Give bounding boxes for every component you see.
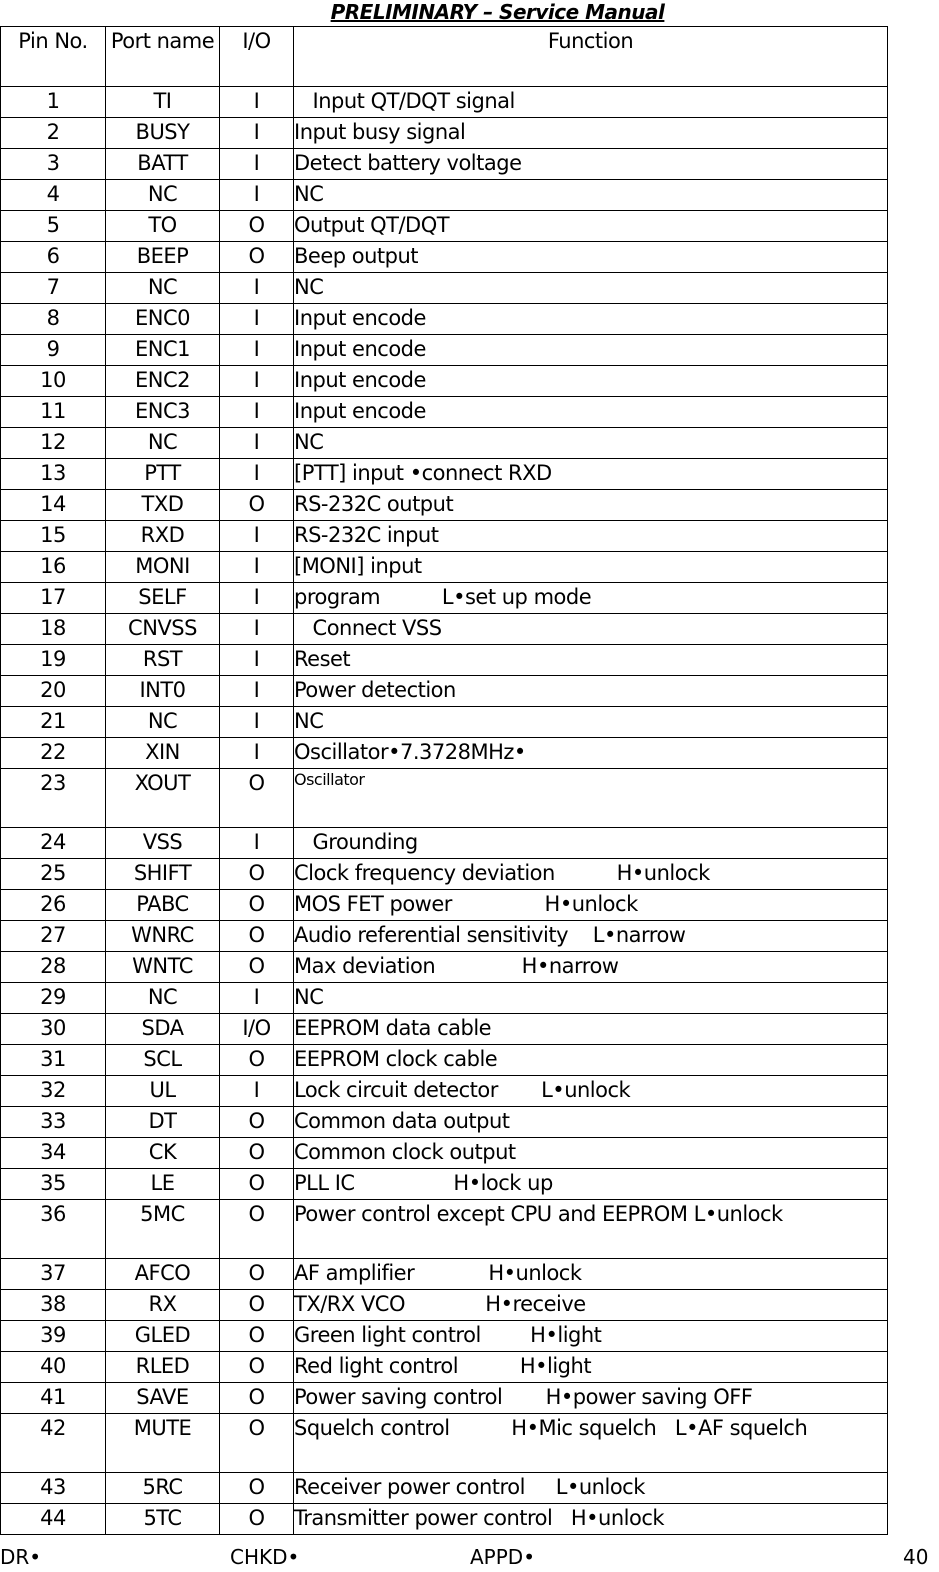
io-cell: O: [220, 1169, 294, 1200]
port-name-cell: RXD: [106, 521, 220, 552]
table-row: [1, 583, 888, 614]
io-cell: I: [220, 304, 294, 335]
port-name-cell: LE: [106, 1169, 220, 1200]
pin-number-cell: 14: [1, 490, 106, 521]
function-cell: Red light control H•light: [294, 1352, 888, 1383]
table-row: [1, 242, 888, 273]
function-cell: [PTT] input •connect RXD: [294, 459, 888, 490]
table-row: [1, 921, 888, 952]
pin-number-cell: 10: [1, 366, 106, 397]
io-cell: O: [220, 1352, 294, 1383]
function-cell: Receiver power control L•unlock: [294, 1473, 888, 1504]
function-cell: MOS FET power H•unlock: [294, 890, 888, 921]
function-cell: AF amplifier H•unlock: [294, 1259, 888, 1290]
function-cell: Reset: [294, 645, 888, 676]
port-name-cell: SELF: [106, 583, 220, 614]
table-row: [1, 1414, 888, 1473]
pin-number-cell: 20: [1, 676, 106, 707]
port-name-cell: ENC3: [106, 397, 220, 428]
io-cell: I: [220, 676, 294, 707]
port-name-cell: MONI: [106, 552, 220, 583]
function-cell: EEPROM data cable: [294, 1014, 888, 1045]
io-cell: O: [220, 890, 294, 921]
table-row: [1, 1045, 888, 1076]
pin-number-cell: 31: [1, 1045, 106, 1076]
pin-number-cell: 13: [1, 459, 106, 490]
table-row: [1, 521, 888, 552]
table-row: [1, 952, 888, 983]
table-row: [1, 1200, 888, 1259]
function-cell: Input encode: [294, 397, 888, 428]
port-name-cell: MUTE: [106, 1414, 220, 1473]
io-cell: I: [220, 614, 294, 645]
function-cell: Grounding: [294, 828, 888, 859]
function-cell: NC: [294, 273, 888, 304]
io-cell: I: [220, 552, 294, 583]
pin-number-cell: 35: [1, 1169, 106, 1200]
port-name-cell: SAVE: [106, 1383, 220, 1414]
port-name-cell: 5RC: [106, 1473, 220, 1504]
port-name-cell: UL: [106, 1076, 220, 1107]
table-row: [1, 1138, 888, 1169]
table-row: [1, 273, 888, 304]
function-cell: Detect battery voltage: [294, 149, 888, 180]
function-cell: RS-232C output: [294, 490, 888, 521]
table-row: [1, 1107, 888, 1138]
table-header-row: [1, 27, 888, 87]
table-row: [1, 645, 888, 676]
io-cell: O: [220, 769, 294, 828]
port-name-cell: ENC1: [106, 335, 220, 366]
io-cell: O: [220, 1473, 294, 1504]
pin-number-cell: 43: [1, 1473, 106, 1504]
port-name-cell: INT0: [106, 676, 220, 707]
function-cell: Clock frequency deviation H•unlock: [294, 859, 888, 890]
io-cell: I: [220, 87, 294, 118]
pin-number-cell: 15: [1, 521, 106, 552]
port-name-cell: TI: [106, 87, 220, 118]
port-name-cell: XOUT: [106, 769, 220, 828]
pin-number-cell: 32: [1, 1076, 106, 1107]
function-cell: Output QT/DQT: [294, 211, 888, 242]
port-name-cell: BATT: [106, 149, 220, 180]
port-name-cell: GLED: [106, 1321, 220, 1352]
pin-table: [0, 26, 888, 1535]
pin-number-cell: 21: [1, 707, 106, 738]
port-name-cell: NC: [106, 273, 220, 304]
pin-number-cell: 22: [1, 738, 106, 769]
io-cell: O: [220, 952, 294, 983]
pin-number-cell: 41: [1, 1383, 106, 1414]
pin-number-cell: 33: [1, 1107, 106, 1138]
port-name-cell: SCL: [106, 1045, 220, 1076]
pin-number-cell: 24: [1, 828, 106, 859]
port-name-cell: CNVSS: [106, 614, 220, 645]
function-cell: Power saving control H•power saving OFF: [294, 1383, 888, 1414]
io-cell: I: [220, 645, 294, 676]
table-row: [1, 366, 888, 397]
io-cell: I: [220, 521, 294, 552]
function-cell: Input busy signal: [294, 118, 888, 149]
function-cell: NC: [294, 428, 888, 459]
table-row: [1, 397, 888, 428]
table-row: [1, 118, 888, 149]
function-cell: Oscillator: [294, 769, 888, 828]
table-row: [1, 304, 888, 335]
function-cell: RS-232C input: [294, 521, 888, 552]
function-cell: Input QT/DQT signal: [294, 87, 888, 118]
io-cell: O: [220, 490, 294, 521]
io-cell: I: [220, 707, 294, 738]
table-row: [1, 983, 888, 1014]
io-cell: O: [220, 1138, 294, 1169]
port-name-cell: NC: [106, 983, 220, 1014]
table-row: [1, 335, 888, 366]
io-cell: I: [220, 428, 294, 459]
pin-number-cell: 30: [1, 1014, 106, 1045]
io-cell: I: [220, 1076, 294, 1107]
port-name-cell: SHIFT: [106, 859, 220, 890]
port-name-cell: RX: [106, 1290, 220, 1321]
header-function: Function: [294, 27, 888, 87]
pin-number-cell: 25: [1, 859, 106, 890]
table-row: [1, 180, 888, 211]
port-name-cell: ENC2: [106, 366, 220, 397]
table-row: [1, 676, 888, 707]
io-cell: I: [220, 273, 294, 304]
pin-number-cell: 27: [1, 921, 106, 952]
port-name-cell: VSS: [106, 828, 220, 859]
pin-number-cell: 18: [1, 614, 106, 645]
table-row: [1, 1014, 888, 1045]
pin-number-cell: 29: [1, 983, 106, 1014]
header-io: I/O: [220, 27, 294, 87]
function-cell: Beep output: [294, 242, 888, 273]
io-cell: O: [220, 1321, 294, 1352]
function-cell: Input encode: [294, 335, 888, 366]
pin-number-cell: 39: [1, 1321, 106, 1352]
io-cell: I: [220, 366, 294, 397]
pin-number-cell: 6: [1, 242, 106, 273]
table-row: [1, 552, 888, 583]
port-name-cell: RST: [106, 645, 220, 676]
pin-number-cell: 16: [1, 552, 106, 583]
port-name-cell: BUSY: [106, 118, 220, 149]
footer-chkd: CHKD•: [230, 1545, 300, 1569]
table-row: [1, 859, 888, 890]
table-row: [1, 828, 888, 859]
io-cell: O: [220, 242, 294, 273]
page-title: PRELIMINARY – Service Manual: [330, 0, 665, 24]
table-row: [1, 459, 888, 490]
port-name-cell: NC: [106, 707, 220, 738]
table-row: [1, 614, 888, 645]
pin-number-cell: 8: [1, 304, 106, 335]
pin-number-cell: 42: [1, 1414, 106, 1473]
port-name-cell: PTT: [106, 459, 220, 490]
function-cell: NC: [294, 707, 888, 738]
function-cell: Input encode: [294, 304, 888, 335]
io-cell: O: [220, 1383, 294, 1414]
header-port-name: Port name: [106, 27, 220, 87]
io-cell: I: [220, 118, 294, 149]
pin-number-cell: 19: [1, 645, 106, 676]
pin-number-cell: 26: [1, 890, 106, 921]
pin-table-body: [1, 87, 888, 1535]
pin-number-cell: 28: [1, 952, 106, 983]
function-cell: program L•set up mode: [294, 583, 888, 614]
pin-number-cell: 12: [1, 428, 106, 459]
pin-number-cell: 38: [1, 1290, 106, 1321]
function-cell: Green light control H•light: [294, 1321, 888, 1352]
table-row: [1, 1076, 888, 1107]
header-pin-no: Pin No.: [1, 27, 106, 87]
table-row: [1, 1473, 888, 1504]
function-cell: Connect VSS: [294, 614, 888, 645]
pin-number-cell: 23: [1, 769, 106, 828]
function-cell: PLL IC H•lock up: [294, 1169, 888, 1200]
io-cell: I: [220, 583, 294, 614]
io-cell: O: [220, 921, 294, 952]
table-row: [1, 1504, 888, 1535]
table-row: [1, 211, 888, 242]
pin-number-cell: 40: [1, 1352, 106, 1383]
pin-number-cell: 37: [1, 1259, 106, 1290]
io-cell: O: [220, 1045, 294, 1076]
io-cell: I: [220, 459, 294, 490]
function-cell: Audio referential sensitivity L•narrow: [294, 921, 888, 952]
table-row: [1, 1352, 888, 1383]
function-cell: Squelch control H•Mic squelch L•AF squelch: [294, 1414, 888, 1473]
port-name-cell: WNTC: [106, 952, 220, 983]
io-cell: O: [220, 1259, 294, 1290]
table-row: [1, 707, 888, 738]
io-cell: I: [220, 738, 294, 769]
port-name-cell: WNRC: [106, 921, 220, 952]
pin-number-cell: 36: [1, 1200, 106, 1259]
pin-number-cell: 4: [1, 180, 106, 211]
port-name-cell: NC: [106, 180, 220, 211]
table-row: [1, 890, 888, 921]
io-cell: I: [220, 180, 294, 211]
io-cell: I: [220, 983, 294, 1014]
table-row: [1, 149, 888, 180]
footer-appd: APPD•: [470, 1545, 535, 1569]
port-name-cell: NC: [106, 428, 220, 459]
function-cell: Transmitter power control H•unlock: [294, 1504, 888, 1535]
pin-number-cell: 44: [1, 1504, 106, 1535]
pin-number-cell: 3: [1, 149, 106, 180]
table-row: [1, 1290, 888, 1321]
function-cell: TX/RX VCO H•receive: [294, 1290, 888, 1321]
port-name-cell: TO: [106, 211, 220, 242]
port-name-cell: DT: [106, 1107, 220, 1138]
io-cell: I/O: [220, 1014, 294, 1045]
port-name-cell: AFCO: [106, 1259, 220, 1290]
port-name-cell: SDA: [106, 1014, 220, 1045]
port-name-cell: 5TC: [106, 1504, 220, 1535]
io-cell: O: [220, 859, 294, 890]
table-row: [1, 769, 888, 828]
footer-dr: DR•: [0, 1545, 42, 1569]
pin-number-cell: 9: [1, 335, 106, 366]
function-cell: Power detection: [294, 676, 888, 707]
function-cell: Oscillator•7.3728MHz•: [294, 738, 888, 769]
table-row: [1, 1383, 888, 1414]
io-cell: O: [220, 1290, 294, 1321]
pin-number-cell: 7: [1, 273, 106, 304]
table-row: [1, 1169, 888, 1200]
page-number: 40: [903, 1545, 929, 1569]
function-cell: NC: [294, 983, 888, 1014]
io-cell: O: [220, 1107, 294, 1138]
io-cell: I: [220, 397, 294, 428]
io-cell: O: [220, 1414, 294, 1473]
port-name-cell: RLED: [106, 1352, 220, 1383]
table-row: [1, 1259, 888, 1290]
table-row: [1, 87, 888, 118]
function-cell: Lock circuit detector L•unlock: [294, 1076, 888, 1107]
port-name-cell: 5MC: [106, 1200, 220, 1259]
io-cell: O: [220, 1504, 294, 1535]
port-name-cell: XIN: [106, 738, 220, 769]
port-name-cell: PABC: [106, 890, 220, 921]
port-name-cell: ENC0: [106, 304, 220, 335]
pin-number-cell: 34: [1, 1138, 106, 1169]
pin-number-cell: 11: [1, 397, 106, 428]
io-cell: I: [220, 149, 294, 180]
function-cell: NC: [294, 180, 888, 211]
function-cell: Common data output: [294, 1107, 888, 1138]
io-cell: O: [220, 211, 294, 242]
io-cell: I: [220, 828, 294, 859]
table-row: [1, 1321, 888, 1352]
table-row: [1, 428, 888, 459]
port-name-cell: TXD: [106, 490, 220, 521]
port-name-cell: BEEP: [106, 242, 220, 273]
pin-number-cell: 1: [1, 87, 106, 118]
pin-number-cell: 5: [1, 211, 106, 242]
port-name-cell: CK: [106, 1138, 220, 1169]
pin-number-cell: 17: [1, 583, 106, 614]
function-cell: Common clock output: [294, 1138, 888, 1169]
function-cell: Max deviation H•narrow: [294, 952, 888, 983]
pin-number-cell: 2: [1, 118, 106, 149]
io-cell: I: [220, 335, 294, 366]
function-cell: [MONI] input: [294, 552, 888, 583]
function-cell: Power control except CPU and EEPROM L•unlock: [294, 1200, 888, 1259]
io-cell: O: [220, 1200, 294, 1259]
function-cell: EEPROM clock cable: [294, 1045, 888, 1076]
table-row: [1, 490, 888, 521]
table-row: [1, 738, 888, 769]
function-cell: Input encode: [294, 366, 888, 397]
